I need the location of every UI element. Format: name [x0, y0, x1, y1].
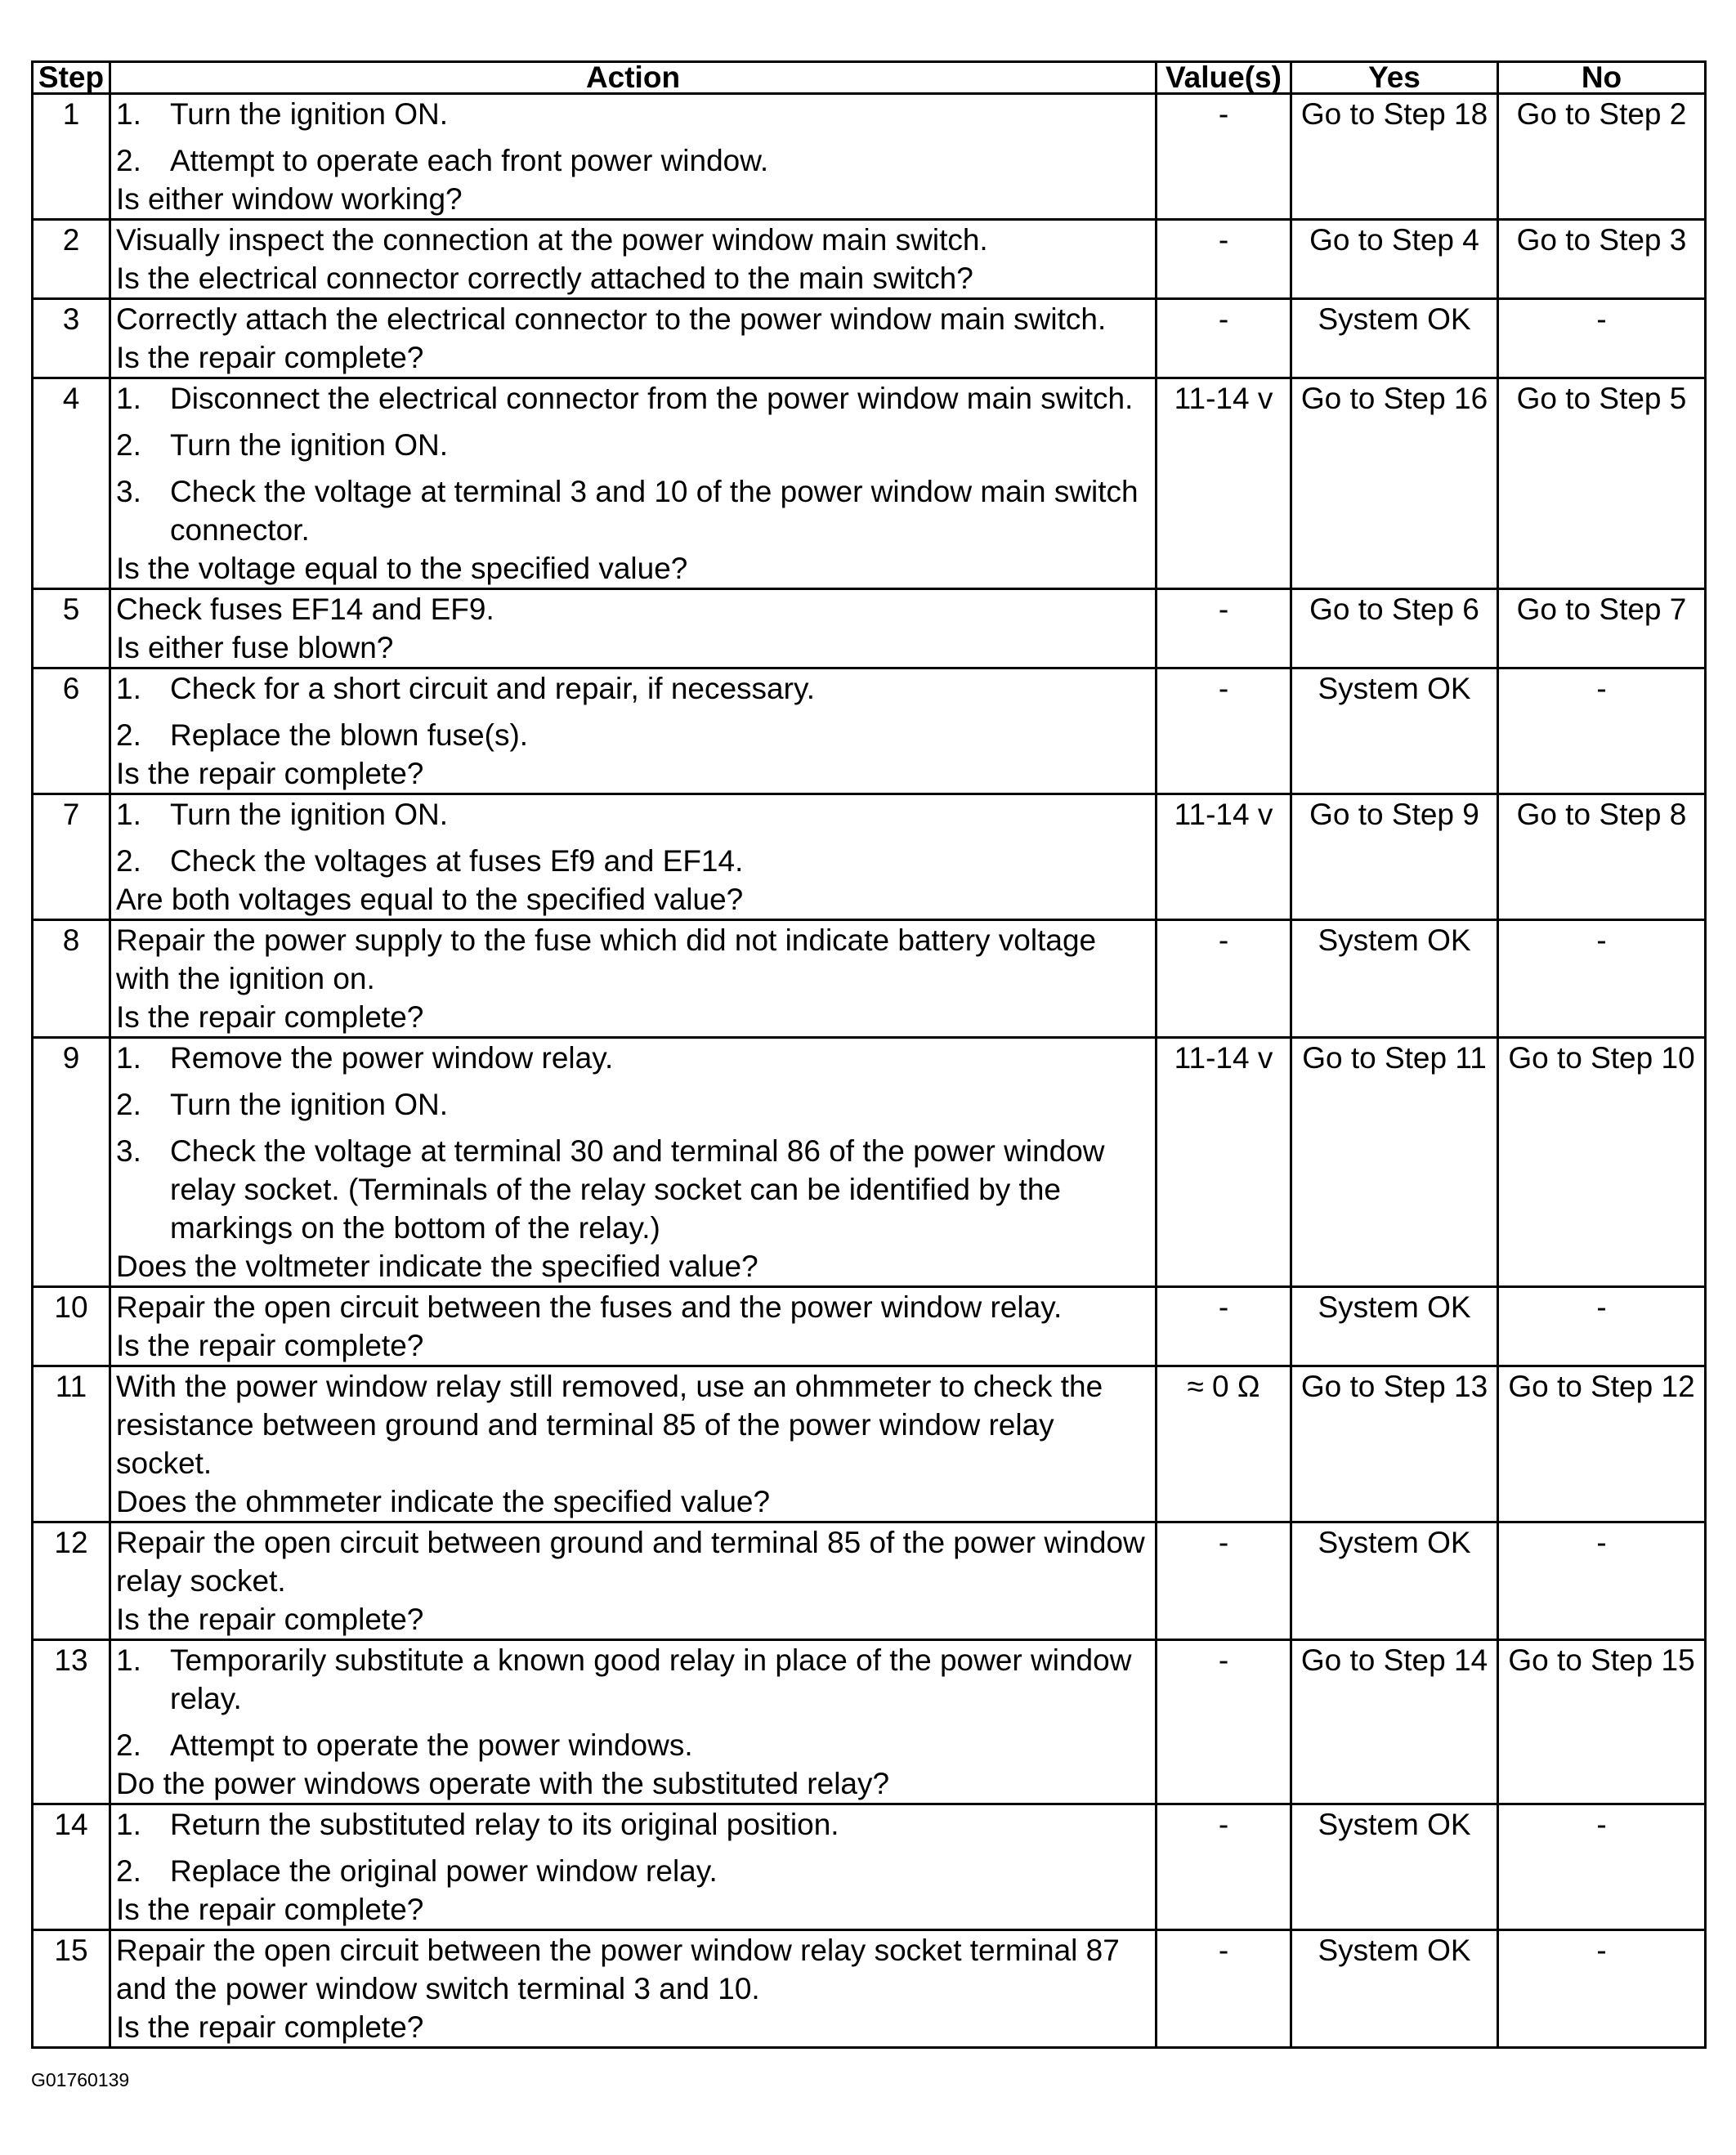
list-item-number: 1.: [116, 672, 141, 705]
question-text: Is the electrical connector correctly attached to the main switch?: [116, 262, 973, 295]
table-row: [33, 220, 1706, 299]
no-cell: -: [1498, 920, 1706, 1038]
yes-cell: Go to Step 11: [1291, 1038, 1498, 1287]
action-cell: [110, 220, 1157, 299]
table-row: [33, 668, 1706, 794]
no-cell: -: [1498, 1804, 1706, 1930]
table-row: [33, 1287, 1706, 1366]
question-text: Does the voltmeter indicate the specified value?: [116, 1250, 758, 1283]
yes-cell: Go to Step 4: [1291, 220, 1498, 299]
list-item-text: Disconnect the electrical connector from the power window main switch.: [170, 382, 1134, 415]
list-item-text: Turn the ignition ON.: [170, 97, 449, 131]
instruction-text: Repair the open circuit between the power window relay socket terminal 87 and the power window switch terminal 3 and 10.: [116, 1934, 1120, 2005]
table-row: [33, 794, 1706, 920]
action-cell: [110, 589, 1157, 668]
yes-cell: Go to Step 14: [1291, 1640, 1498, 1804]
list-item-number: 3.: [116, 475, 141, 508]
value-cell: -: [1157, 220, 1291, 299]
no-cell: -: [1498, 1287, 1706, 1366]
step-number: 9: [33, 1038, 110, 1287]
list-item-number: 1.: [116, 97, 141, 131]
question-text: Is the voltage equal to the specified value?: [116, 552, 688, 585]
no-cell: -: [1498, 1930, 1706, 2048]
instruction-text: Correctly attach the electrical connector to the power window main switch.: [116, 302, 1107, 336]
action-cell: [110, 1366, 1157, 1522]
yes-cell: System OK: [1291, 668, 1498, 794]
yes-cell: System OK: [1291, 299, 1498, 378]
action-list-item: [116, 379, 1150, 418]
step-number: 4: [33, 378, 110, 589]
list-item-number: 2.: [116, 844, 141, 878]
action-cell: [110, 299, 1157, 378]
action-list-item: [116, 95, 1150, 133]
header-yes: Yes: [1291, 62, 1498, 94]
yes-cell: Go to Step 9: [1291, 794, 1498, 920]
header-action: Action: [110, 62, 1157, 94]
question-text: Is the repair complete?: [116, 1329, 424, 1362]
list-item-text: Check for a short circuit and repair, if necessary.: [170, 672, 815, 705]
step-number: 10: [33, 1287, 110, 1366]
table-row: [33, 378, 1706, 589]
yes-cell: Go to Step 16: [1291, 378, 1498, 589]
step-number: 13: [33, 1640, 110, 1804]
yes-cell: Go to Step 6: [1291, 589, 1498, 668]
list-item-number: 2.: [116, 1728, 141, 1762]
table-body: [33, 94, 1706, 2048]
action-list-item: [116, 1852, 1150, 1890]
no-cell: Go to Step 2: [1498, 94, 1706, 220]
action-list-item: [116, 1132, 1150, 1247]
action-cell: [110, 920, 1157, 1038]
header-step: Step: [33, 62, 110, 94]
instruction-text: Repair the power supply to the fuse which did not indicate battery voltage with the ignition on.: [116, 923, 1097, 995]
no-cell: Go to Step 7: [1498, 589, 1706, 668]
question-text: Does the ohmmeter indicate the specified value?: [116, 1485, 771, 1518]
step-number: 14: [33, 1804, 110, 1930]
action-cell: [110, 1287, 1157, 1366]
list-item-text: Attempt to operate the power windows.: [170, 1728, 693, 1762]
value-cell: -: [1157, 1640, 1291, 1804]
yes-cell: System OK: [1291, 920, 1498, 1038]
question-text: Is the repair complete?: [116, 1603, 424, 1636]
no-cell: Go to Step 12: [1498, 1366, 1706, 1522]
action-list-item: [116, 141, 1150, 180]
step-number: 2: [33, 220, 110, 299]
action-list-item: [116, 472, 1150, 549]
step-number: 15: [33, 1930, 110, 2048]
step-number: 6: [33, 668, 110, 794]
no-cell: -: [1498, 1522, 1706, 1640]
list-item-number: 2.: [116, 1854, 141, 1888]
value-cell: -: [1157, 589, 1291, 668]
header-values: Value(s): [1157, 62, 1291, 94]
instruction-text: Repair the open circuit between the fuses and the power window relay.: [116, 1290, 1063, 1324]
list-item-text: Turn the ignition ON.: [170, 1088, 449, 1121]
yes-cell: Go to Step 13: [1291, 1366, 1498, 1522]
list-item-text: Attempt to operate each front power window.: [170, 144, 769, 177]
table-row: [33, 589, 1706, 668]
list-item-number: 3.: [116, 1134, 141, 1168]
table-row: [33, 1804, 1706, 1930]
instruction-text: Check fuses EF14 and EF9.: [116, 592, 494, 626]
question-text: Is the repair complete?: [116, 1893, 424, 1926]
list-item-text: Turn the ignition ON.: [170, 798, 449, 831]
list-item-number: 2.: [116, 144, 141, 177]
value-cell: 11-14 v: [1157, 794, 1291, 920]
question-text: Is either window working?: [116, 182, 463, 216]
value-cell: -: [1157, 668, 1291, 794]
list-item-number: 1.: [116, 1808, 141, 1841]
value-cell: -: [1157, 1522, 1291, 1640]
no-cell: Go to Step 8: [1498, 794, 1706, 920]
action-cell: [110, 794, 1157, 920]
step-number: 8: [33, 920, 110, 1038]
yes-cell: System OK: [1291, 1804, 1498, 1930]
instruction-text: Repair the open circuit between ground and terminal 85 of the power window relay socket.: [116, 1526, 1145, 1598]
no-cell: Go to Step 5: [1498, 378, 1706, 589]
list-item-text: Replace the blown fuse(s).: [170, 718, 529, 752]
list-item-number: 2.: [116, 428, 141, 462]
action-cell: [110, 1038, 1157, 1287]
list-item-text: Temporarily substitute a known good relay in place of the power window relay.: [170, 1643, 1132, 1715]
no-cell: Go to Step 10: [1498, 1038, 1706, 1287]
value-cell: -: [1157, 299, 1291, 378]
yes-cell: System OK: [1291, 1930, 1498, 2048]
action-list-item: [116, 426, 1150, 464]
list-item-number: 1.: [116, 1041, 141, 1075]
action-list-item: [116, 1641, 1150, 1718]
step-number: 1: [33, 94, 110, 220]
question-text: Is the repair complete?: [116, 757, 424, 790]
value-cell: -: [1157, 94, 1291, 220]
list-item-number: 2.: [116, 718, 141, 752]
action-list-item: [116, 716, 1150, 754]
step-number: 12: [33, 1522, 110, 1640]
action-cell: [110, 668, 1157, 794]
table-row: [33, 1366, 1706, 1522]
list-item-text: Return the substituted relay to its original position.: [170, 1808, 839, 1841]
table-row: [33, 1640, 1706, 1804]
value-cell: -: [1157, 920, 1291, 1038]
value-cell: 11-14 v: [1157, 1038, 1291, 1287]
step-number: 3: [33, 299, 110, 378]
list-item-number: 1.: [116, 798, 141, 831]
action-list-item: [116, 842, 1150, 880]
step-number: 5: [33, 589, 110, 668]
question-text: Is either fuse blown?: [116, 631, 394, 664]
no-cell: -: [1498, 299, 1706, 378]
no-cell: Go to Step 15: [1498, 1640, 1706, 1804]
yes-cell: Go to Step 18: [1291, 94, 1498, 220]
yes-cell: System OK: [1291, 1287, 1498, 1366]
table-row: [33, 1930, 1706, 2048]
list-item-text: Check the voltage at terminal 30 and terminal 86 of the power window relay socket. (Terminals of the relay socket can be identified by the markings on the bottom of the relay.): [170, 1134, 1105, 1245]
table-row: [33, 299, 1706, 378]
action-list-item: [116, 795, 1150, 834]
instruction-text: With the power window relay still removed, use an ohmmeter to check the resistance between ground and terminal 85 of the power window relay socket.: [116, 1370, 1103, 1480]
no-cell: -: [1498, 668, 1706, 794]
no-cell: Go to Step 3: [1498, 220, 1706, 299]
action-cell: [110, 94, 1157, 220]
list-item-number: 1.: [116, 382, 141, 415]
question-text: Do the power windows operate with the substituted relay?: [116, 1767, 890, 1800]
yes-cell: System OK: [1291, 1522, 1498, 1640]
table-row: [33, 1522, 1706, 1640]
list-item-text: Check the voltages at fuses Ef9 and EF14.: [170, 844, 744, 878]
action-cell: [110, 1804, 1157, 1930]
value-cell: 11-14 v: [1157, 378, 1291, 589]
value-cell: -: [1157, 1804, 1291, 1930]
action-list-item: [116, 1039, 1150, 1077]
question-text: Is the repair complete?: [116, 2010, 424, 2044]
question-text: Is the repair complete?: [116, 1000, 424, 1034]
list-item-text: Replace the original power window relay.: [170, 1854, 718, 1888]
figure-code: G01760139: [31, 2069, 130, 2090]
instruction-text: Visually inspect the connection at the power window main switch.: [116, 223, 988, 257]
action-cell: [110, 1640, 1157, 1804]
value-cell: -: [1157, 1930, 1291, 2048]
step-number: 11: [33, 1366, 110, 1522]
action-cell: [110, 1522, 1157, 1640]
list-item-text: Turn the ignition ON.: [170, 428, 449, 462]
diagnostic-table: [31, 60, 1707, 2049]
header-no: No: [1498, 62, 1706, 94]
action-list-item: [116, 1726, 1150, 1764]
question-text: Is the repair complete?: [116, 341, 424, 374]
table-row: [33, 1038, 1706, 1287]
action-cell: [110, 378, 1157, 589]
list-item-text: Check the voltage at terminal 3 and 10 of the power window main switch connector.: [170, 475, 1139, 547]
value-cell: -: [1157, 1287, 1291, 1366]
action-list-item: [116, 1805, 1150, 1844]
table-row: [33, 920, 1706, 1038]
action-list-item: [116, 669, 1150, 708]
list-item-text: Remove the power window relay.: [170, 1041, 614, 1075]
question-text: Are both voltages equal to the specified value?: [116, 883, 744, 916]
list-item-number: 1.: [116, 1643, 141, 1677]
action-list-item: [116, 1085, 1150, 1124]
header-row: [33, 62, 1706, 94]
step-number: 7: [33, 794, 110, 920]
table-row: [33, 94, 1706, 220]
list-item-number: 2.: [116, 1088, 141, 1121]
value-cell: ≈ 0 Ω: [1157, 1366, 1291, 1522]
action-cell: [110, 1930, 1157, 2048]
